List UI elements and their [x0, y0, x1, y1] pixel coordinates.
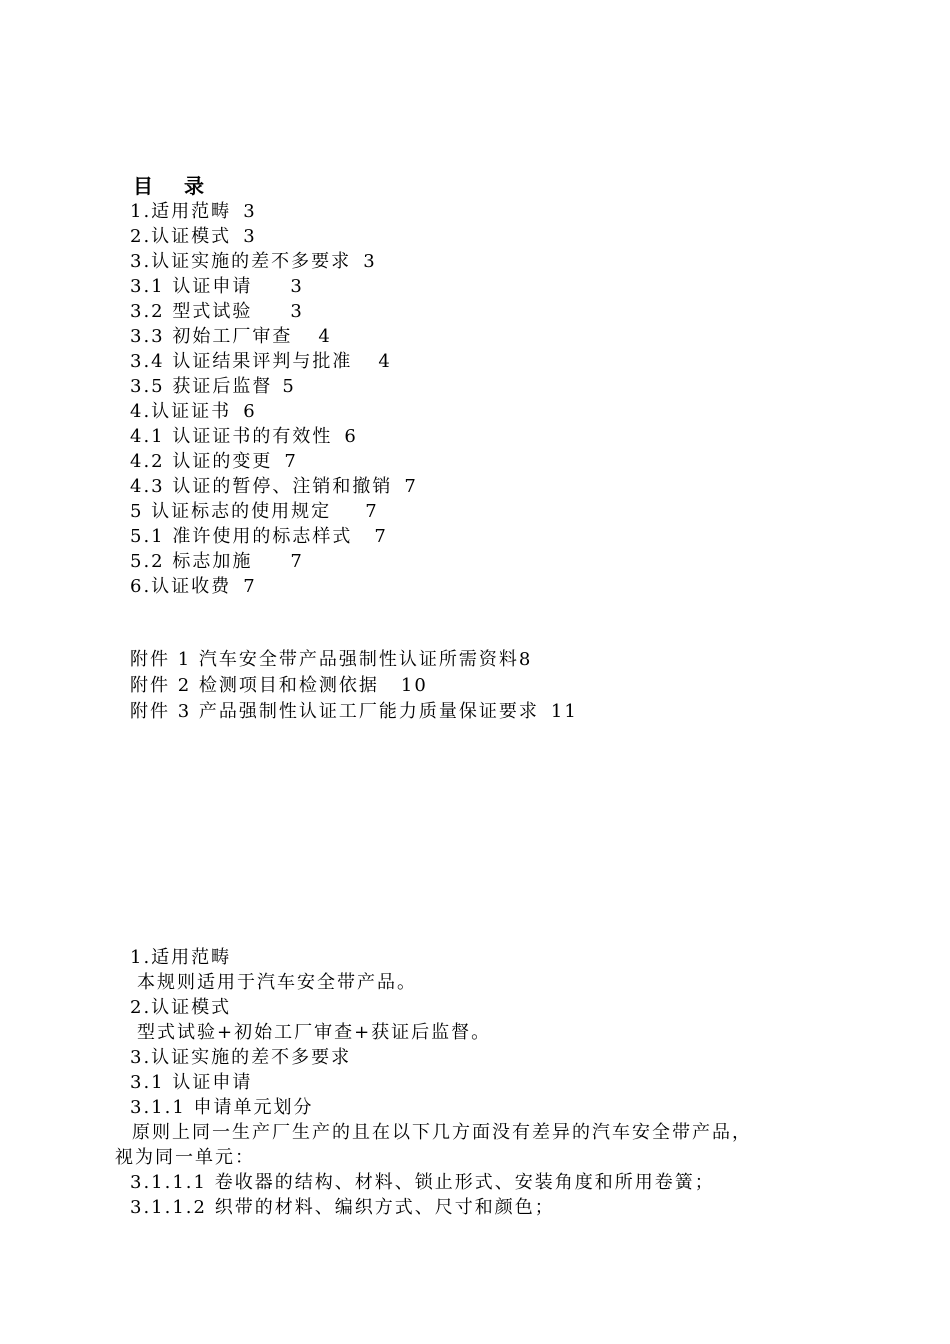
paragraph: 原则上同一生产厂生产的且在以下几方面没有差异的汽车安全带产品， — [132, 1122, 752, 1143]
toc-entry-label: 6.认证收费 — [130, 576, 232, 597]
toc-entry[interactable] — [130, 424, 418, 449]
toc-entry-label: 5.1 准许使用的标志样式 — [130, 526, 353, 547]
toc-entry-label: 5 认证标志的使用规定 — [130, 501, 332, 522]
toc-entry-label: 4.1 认证证书的有效性 — [130, 426, 333, 447]
toc-entry-label: 4.2 认证的变更 — [130, 451, 273, 472]
toc-entry[interactable] — [130, 199, 418, 224]
toc-entry-label: 2.认证模式 — [130, 226, 232, 247]
annex-entry-label: 附件 2 检测项目和检测依据 — [130, 675, 379, 696]
list-item: 3.1.1.2 织带的材料、编织方式、尺寸和颜色； — [130, 1197, 555, 1218]
toc-entry-label: 3.5 获证后监督 — [130, 376, 273, 397]
toc-entry[interactable] — [130, 374, 418, 399]
toc-entry[interactable] — [130, 449, 418, 474]
toc-entry-page: 6 — [243, 401, 257, 422]
toc-entry-page: 3 — [243, 201, 257, 222]
toc-entry[interactable] — [130, 499, 418, 524]
toc-entry-page: 3 — [290, 276, 304, 297]
annex-entry-page: 8 — [518, 649, 533, 670]
toc-entry-page: 3 — [290, 301, 304, 322]
toc-entry-page: 3 — [243, 226, 257, 247]
paragraph: 本规则适用于汽车安全带产品。 — [137, 972, 417, 993]
section-heading: 2.认证模式 — [130, 997, 232, 1018]
toc-entry-page: 4 — [378, 351, 392, 372]
toc-entry-page: 7 — [243, 576, 257, 597]
annex-entry-page: 11 — [550, 701, 578, 722]
toc-entry[interactable] — [130, 249, 418, 274]
toc-entry-label: 3.认证实施的差不多要求 — [130, 251, 352, 272]
paragraph: 视为同一单元： — [115, 1147, 255, 1168]
toc-entry-label: 3.3 初始工厂审查 — [130, 326, 293, 347]
subsection-heading: 3.1.1 申请单元划分 — [130, 1097, 314, 1118]
toc-entry[interactable] — [130, 299, 418, 324]
toc-entry-page: 3 — [363, 251, 377, 272]
list-item: 3.1.1.1 卷收器的结构、材料、锁止形式、安装角度和所用卷簧； — [130, 1172, 715, 1193]
toc-entry-label: 3.1 认证申请 — [130, 276, 253, 297]
annex-list — [130, 647, 578, 725]
toc-entry-page: 7 — [284, 451, 298, 472]
toc-entry[interactable] — [130, 399, 418, 424]
toc-entry-label: 4.认证证书 — [130, 401, 232, 422]
toc-entry-page: 7 — [365, 501, 379, 522]
table-of-contents — [130, 199, 418, 599]
toc-entry-page: 7 — [374, 526, 388, 547]
toc-entry[interactable] — [130, 574, 418, 599]
section-heading: 1.适用范畴 — [130, 947, 232, 968]
toc-entry-label: 5.2 标志加施 — [130, 551, 253, 572]
toc-entry[interactable] — [130, 524, 418, 549]
toc-title: 目 录 — [133, 174, 216, 198]
annex-entry-page: 10 — [400, 675, 428, 696]
annex-entry-label: 附件 1 汽车安全带产品强制性认证所需资料 — [130, 649, 519, 670]
paragraph: 型式试验+初始工厂审查+获证后监督。 — [137, 1022, 492, 1043]
toc-entry-page: 7 — [404, 476, 418, 497]
toc-entry-label: 3.2 型式试验 — [130, 301, 253, 322]
body-text — [115, 945, 835, 1220]
annex-entry[interactable] — [130, 673, 578, 699]
toc-entry[interactable] — [130, 349, 418, 374]
toc-entry[interactable] — [130, 324, 418, 349]
toc-entry-label: 4.3 认证的暂停、注销和撤销 — [130, 476, 393, 497]
annex-entry-label: 附件 3 产品强制性认证工厂能力质量保证要求 — [130, 701, 539, 722]
toc-entry-label: 3.4 认证结果评判与批准 — [130, 351, 353, 372]
toc-entry[interactable] — [130, 274, 418, 299]
toc-entry-page: 7 — [290, 551, 304, 572]
subsection-heading: 3.1 认证申请 — [130, 1072, 253, 1093]
section-heading: 3.认证实施的差不多要求 — [130, 1047, 352, 1068]
toc-entry[interactable] — [130, 549, 418, 574]
toc-entry-page: 5 — [282, 376, 296, 397]
toc-entry-page: 4 — [318, 326, 332, 347]
toc-entry-label: 1.适用范畴 — [130, 201, 232, 222]
toc-entry-page: 6 — [344, 426, 358, 447]
annex-entry[interactable] — [130, 699, 578, 725]
toc-entry[interactable] — [130, 474, 418, 499]
annex-entry[interactable] — [130, 647, 578, 673]
toc-entry[interactable] — [130, 224, 418, 249]
